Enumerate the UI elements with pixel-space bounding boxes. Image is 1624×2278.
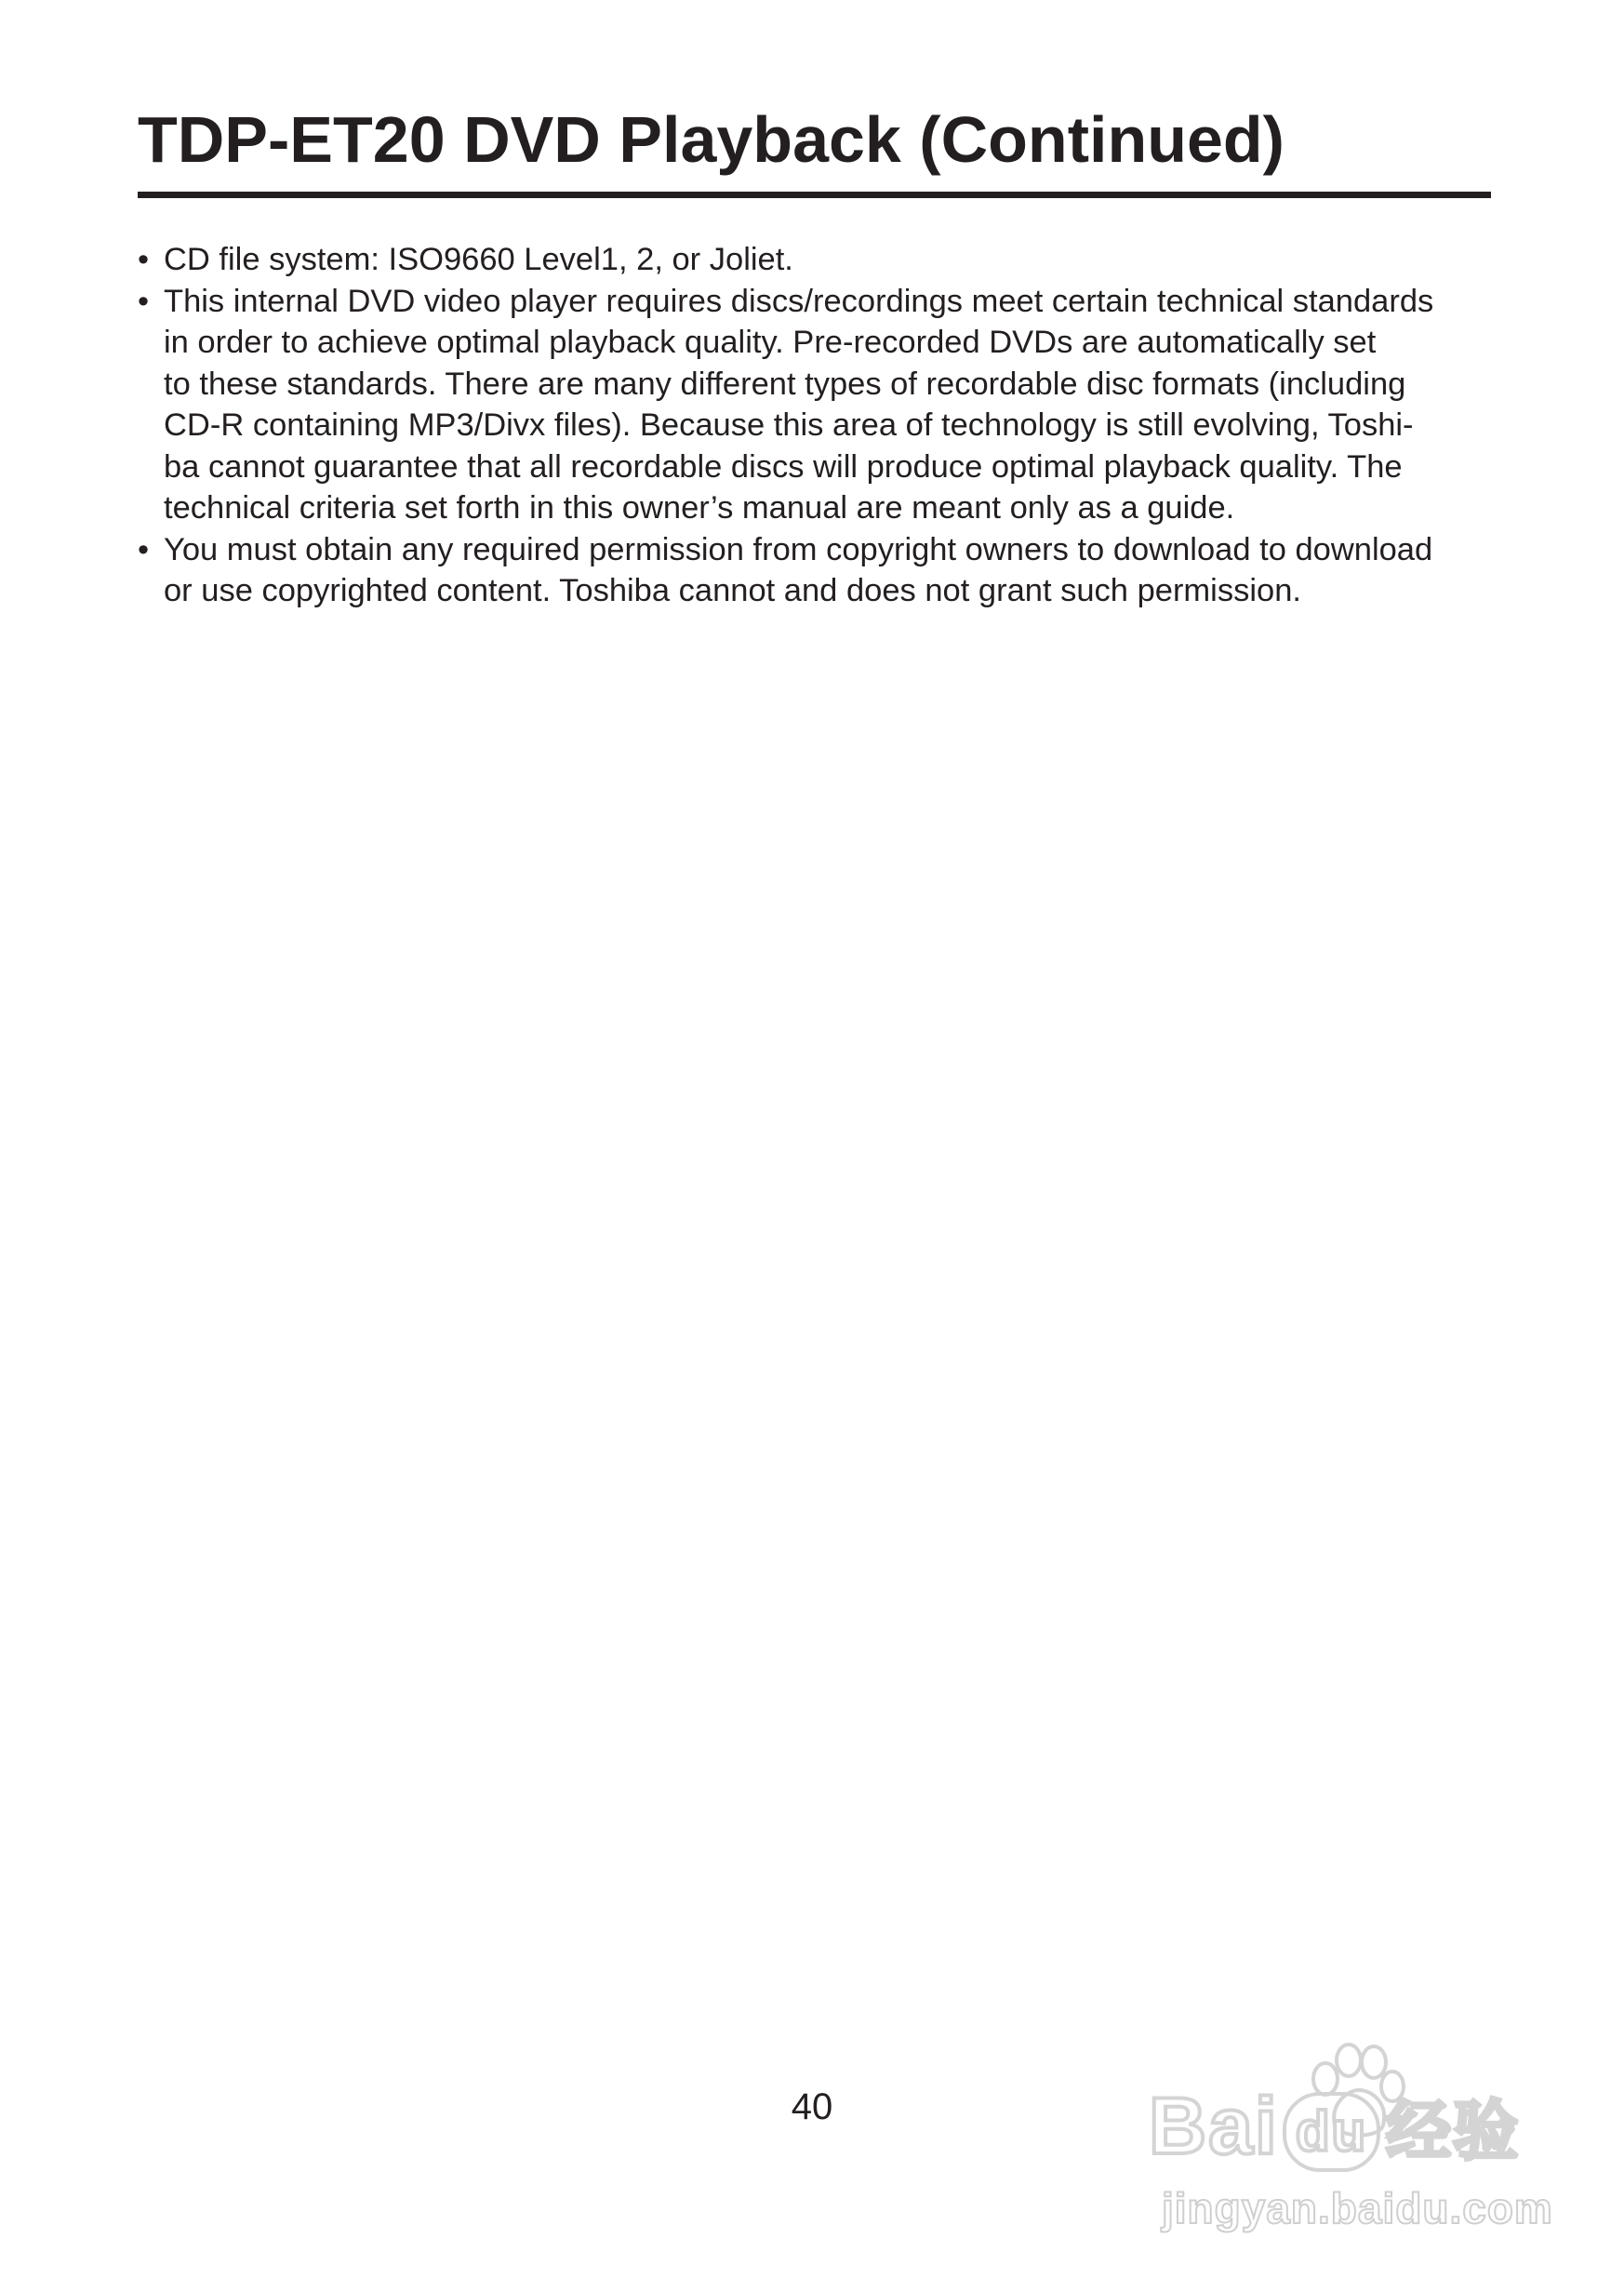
bullet-text-line: to these standards. There are many different types of recordable disc formats (including [164,366,1406,402]
bullet-dot: • [138,242,150,277]
bullet-item [138,529,1496,612]
watermark-brand [1149,2079,1520,2173]
bullet-text-line: ba cannot guarantee that all recordable discs will produce optimal playback quality. The [164,448,1403,485]
bullet-text-line: CD-R containing MP3/Divx files). Because this area of technology is still evolving, Toshi- [164,407,1414,443]
page-title: TDP-ET20 DVD Playback (Continued) [138,103,1285,176]
bullet-text-line: CD file system: ISO9660 Level1, 2, or Joliet. [164,242,793,277]
watermark-brand-du: du [1283,2092,1380,2172]
bullet-list [138,239,1496,612]
baidu-jingyan-watermark [1149,2042,1553,2232]
bullet-dot: • [138,283,150,319]
bullet-item [138,281,1496,529]
title-divider [138,192,1491,198]
watermark-brand-cn: 经验 [1386,2095,1521,2167]
bullet-item [138,239,1496,281]
page-number: 40 [791,2086,833,2127]
watermark-brand-bai: Bai [1149,2082,1279,2171]
bullet-text-line: This internal DVD video player requires discs/recordings meet certain technical standards [164,283,1434,319]
bullet-text-line: technical criteria set forth in this owner’s manual are meant only as a guide. [164,490,1235,526]
bullet-text-line: or use copyrighted content. Toshiba cannot and does not grant such permission. [164,573,1301,608]
bullet-dot: • [138,531,150,567]
bullet-text-line: You must obtain any required permission from copyright owners to download to download [164,531,1433,567]
bullet-text-line: in order to achieve optimal playback quality. Pre-recorded DVDs are automatically set [164,325,1377,360]
watermark-url: jingyan.baidu.com [1162,2184,1553,2232]
